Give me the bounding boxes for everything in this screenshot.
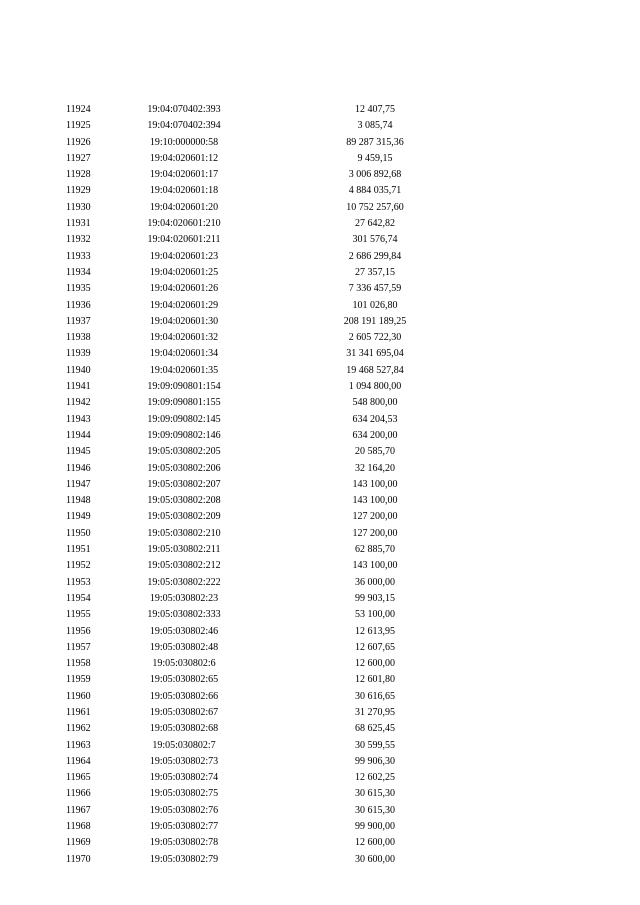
amount-value: 12 600,00	[355, 837, 395, 849]
cadastral-number: 19:05:030802:210	[147, 527, 221, 539]
amount-value: 127 200,00	[352, 511, 398, 523]
table-row	[0, 216, 640, 232]
cadastral-number: 19:05:030802:211	[147, 544, 221, 556]
cadastral-number: 19:05:030802:66	[149, 690, 219, 702]
row-id: 11956	[66, 625, 91, 637]
data-table	[0, 102, 640, 868]
amount-value: 27 642,82	[355, 218, 395, 230]
amount-value: 68 625,45	[355, 723, 395, 735]
table-row	[0, 509, 640, 525]
amount-value: 62 885,70	[355, 544, 395, 556]
amount-value: 3 085,74	[357, 120, 393, 132]
amount-value: 27 357,15	[355, 266, 395, 278]
cadastral-number: 19:05:030802:67	[149, 706, 219, 718]
amount-value: 30 615,30	[355, 804, 395, 816]
cadastral-number: 19:05:030802:73	[149, 755, 219, 767]
table-row	[0, 721, 640, 737]
table-row	[0, 770, 640, 786]
amount-value: 9 459,15	[357, 152, 393, 164]
amount-value: 143 100,00	[352, 560, 398, 572]
row-id: 11961	[66, 706, 91, 718]
table-row	[0, 232, 640, 248]
row-id: 11927	[66, 152, 91, 164]
cadastral-number: 19:05:030802:75	[149, 788, 219, 800]
table-row	[0, 118, 640, 134]
table-row	[0, 395, 640, 411]
amount-value: 30 599,55	[355, 739, 395, 751]
row-id: 11929	[66, 185, 91, 197]
table-row	[0, 330, 640, 346]
cadastral-number: 19:04:020601:32	[149, 332, 219, 344]
table-row	[0, 656, 640, 672]
row-id: 11928	[66, 169, 91, 181]
cadastral-number: 19:04:020601:23	[149, 250, 219, 262]
row-id: 11925	[66, 120, 91, 132]
table-row	[0, 575, 640, 591]
table-row	[0, 461, 640, 477]
table-row	[0, 705, 640, 721]
row-id: 11968	[66, 821, 91, 833]
table-row	[0, 738, 640, 754]
row-id: 11948	[66, 495, 91, 507]
table-row	[0, 835, 640, 851]
table-row	[0, 624, 640, 640]
row-id: 11942	[66, 397, 91, 409]
row-id: 11964	[66, 755, 91, 767]
amount-value: 99 900,00	[355, 821, 395, 833]
amount-value: 12 601,80	[355, 674, 395, 686]
row-id: 11963	[66, 739, 91, 751]
table-row	[0, 852, 640, 868]
amount-value: 12 607,65	[355, 641, 395, 653]
cadastral-number: 19:04:020601:12	[149, 152, 219, 164]
row-id: 11947	[66, 478, 91, 490]
table-row	[0, 803, 640, 819]
cadastral-number: 19:09:090801:154	[147, 381, 221, 393]
table-row	[0, 298, 640, 314]
amount-value: 143 100,00	[352, 478, 398, 490]
amount-value: 1 094 800,00	[348, 381, 402, 393]
cadastral-number: 19:05:030802:207	[147, 478, 221, 490]
cadastral-number: 19:05:030802:65	[149, 674, 219, 686]
row-id: 11966	[66, 788, 91, 800]
row-id: 11944	[66, 429, 91, 441]
cadastral-number: 19:04:020601:210	[147, 218, 221, 230]
row-id: 11951	[66, 544, 91, 556]
table-row	[0, 477, 640, 493]
cadastral-number: 19:05:030802:76	[149, 804, 219, 816]
amount-value: 12 602,25	[355, 772, 395, 784]
table-row	[0, 102, 640, 118]
amount-value: 127 200,00	[352, 527, 398, 539]
row-id: 11946	[66, 462, 91, 474]
cadastral-number: 19:04:020601:34	[149, 348, 219, 360]
row-id: 11924	[66, 104, 91, 115]
table-row	[0, 444, 640, 460]
amount-value: 10 752 257,60	[346, 201, 404, 213]
cadastral-number: 19:05:030802:333	[147, 609, 221, 621]
amount-value: 20 585,70	[355, 446, 395, 458]
amount-value: 7 336 457,59	[348, 283, 402, 295]
table-row	[0, 591, 640, 607]
amount-value: 32 164,20	[355, 462, 395, 474]
row-id: 11967	[66, 804, 91, 816]
amount-value: 19 468 527,84	[346, 364, 404, 376]
row-id: 11940	[66, 364, 91, 376]
table-row	[0, 135, 640, 151]
row-id: 11969	[66, 837, 91, 849]
row-id: 11935	[66, 283, 91, 295]
cadastral-number: 19:09:090802:145	[147, 413, 221, 425]
table-row	[0, 428, 640, 444]
cadastral-number: 19:04:070402:393	[147, 104, 221, 115]
cadastral-number: 19:04:020601:29	[149, 299, 219, 311]
cadastral-number: 19:05:030802:23	[149, 592, 219, 604]
row-id: 11950	[66, 527, 91, 539]
table-row	[0, 819, 640, 835]
table-row	[0, 265, 640, 281]
row-id: 11937	[66, 315, 91, 327]
row-id: 11952	[66, 560, 91, 572]
table-row	[0, 542, 640, 558]
row-id: 11955	[66, 609, 91, 621]
cadastral-number: 19:05:030802:48	[149, 641, 219, 653]
row-id: 11965	[66, 772, 91, 784]
cadastral-number: 19:04:020601:18	[149, 185, 219, 197]
table-row	[0, 200, 640, 216]
cadastral-number: 19:04:020601:26	[149, 283, 219, 295]
cadastral-number: 19:05:030802:7	[152, 739, 216, 751]
row-id: 11936	[66, 299, 91, 311]
amount-value: 12 407,75	[355, 104, 395, 115]
row-id: 11945	[66, 446, 91, 458]
table-row	[0, 558, 640, 574]
table-row	[0, 493, 640, 509]
cadastral-number: 19:04:020601:25	[149, 266, 219, 278]
table-row	[0, 607, 640, 623]
cadastral-number: 19:05:030802:68	[149, 723, 219, 735]
amount-value: 634 204,53	[352, 413, 398, 425]
amount-value: 53 100,00	[355, 609, 395, 621]
table-row	[0, 672, 640, 688]
table-row	[0, 151, 640, 167]
row-id: 11941	[66, 381, 91, 393]
cadastral-number: 19:05:030802:74	[149, 772, 219, 784]
table-row	[0, 786, 640, 802]
amount-value: 12 613,95	[355, 625, 395, 637]
cadastral-number: 19:05:030802:212	[147, 560, 221, 572]
cadastral-number: 19:05:030802:6	[152, 658, 216, 670]
row-id: 11932	[66, 234, 91, 246]
amount-value: 143 100,00	[352, 495, 398, 507]
table-row	[0, 412, 640, 428]
table-row	[0, 314, 640, 330]
cadastral-number: 19:04:020601:30	[149, 315, 219, 327]
cadastral-number: 19:09:090802:146	[147, 429, 221, 441]
row-id: 11970	[66, 853, 91, 865]
cadastral-number: 19:04:020601:20	[149, 201, 219, 213]
table-row	[0, 689, 640, 705]
row-id: 11939	[66, 348, 91, 360]
amount-value: 99 903,15	[355, 592, 395, 604]
cadastral-number: 19:05:030802:209	[147, 511, 221, 523]
row-id: 11931	[66, 218, 91, 230]
row-id: 11959	[66, 674, 91, 686]
row-id: 11958	[66, 658, 91, 670]
cadastral-number: 19:05:030802:206	[147, 462, 221, 474]
amount-value: 301 576,74	[352, 234, 398, 246]
amount-value: 30 615,30	[355, 788, 395, 800]
row-id: 11960	[66, 690, 91, 702]
amount-value: 89 287 315,36	[346, 136, 404, 148]
cadastral-number: 19:04:020601:211	[147, 234, 221, 246]
amount-value: 3 006 892,68	[348, 169, 402, 181]
table-row	[0, 526, 640, 542]
row-id: 11930	[66, 201, 91, 213]
amount-value: 36 000,00	[355, 576, 395, 588]
cadastral-number: 19:05:030802:222	[147, 576, 221, 588]
table-row	[0, 754, 640, 770]
amount-value: 31 341 695,04	[346, 348, 404, 360]
table-row	[0, 379, 640, 395]
cadastral-number: 19:05:030802:79	[149, 853, 219, 865]
amount-value: 2 605 722,30	[348, 332, 402, 344]
row-id: 11933	[66, 250, 91, 262]
row-id: 11934	[66, 266, 91, 278]
amount-value: 99 906,30	[355, 755, 395, 767]
table-row	[0, 249, 640, 265]
amount-value: 548 800,00	[352, 397, 398, 409]
row-id: 11926	[66, 136, 91, 148]
cadastral-number: 19:04:020601:35	[149, 364, 219, 376]
amount-value: 101 026,80	[352, 299, 398, 311]
table-row	[0, 183, 640, 199]
amount-value: 208 191 189,25	[343, 315, 407, 327]
table-row	[0, 346, 640, 362]
row-id: 11953	[66, 576, 91, 588]
cadastral-number: 19:04:070402:394	[147, 120, 221, 132]
amount-value: 31 270,95	[355, 706, 395, 718]
row-id: 11943	[66, 413, 91, 425]
table-row	[0, 363, 640, 379]
row-id: 11954	[66, 592, 91, 604]
amount-value: 634 200,00	[352, 429, 398, 441]
row-id: 11957	[66, 641, 91, 653]
table-row	[0, 281, 640, 297]
amount-value: 4 884 035,71	[348, 185, 402, 197]
amount-value: 2 686 299,84	[348, 250, 402, 262]
cadastral-number: 19:05:030802:78	[149, 837, 219, 849]
cadastral-number: 19:05:030802:208	[147, 495, 221, 507]
cadastral-number: 19:05:030802:77	[149, 821, 219, 833]
cadastral-number: 19:04:020601:17	[149, 169, 219, 181]
amount-value: 12 600,00	[355, 658, 395, 670]
row-id: 11938	[66, 332, 91, 344]
cadastral-number: 19:05:030802:46	[149, 625, 219, 637]
cadastral-number: 19:10:000000:58	[149, 136, 219, 148]
amount-value: 30 616,65	[355, 690, 395, 702]
cadastral-number: 19:05:030802:205	[147, 446, 221, 458]
table-row	[0, 640, 640, 656]
amount-value: 30 600,00	[355, 853, 395, 865]
row-id: 11949	[66, 511, 91, 523]
row-id: 11962	[66, 723, 91, 735]
cadastral-number: 19:09:090801:155	[147, 397, 221, 409]
table-row	[0, 167, 640, 183]
